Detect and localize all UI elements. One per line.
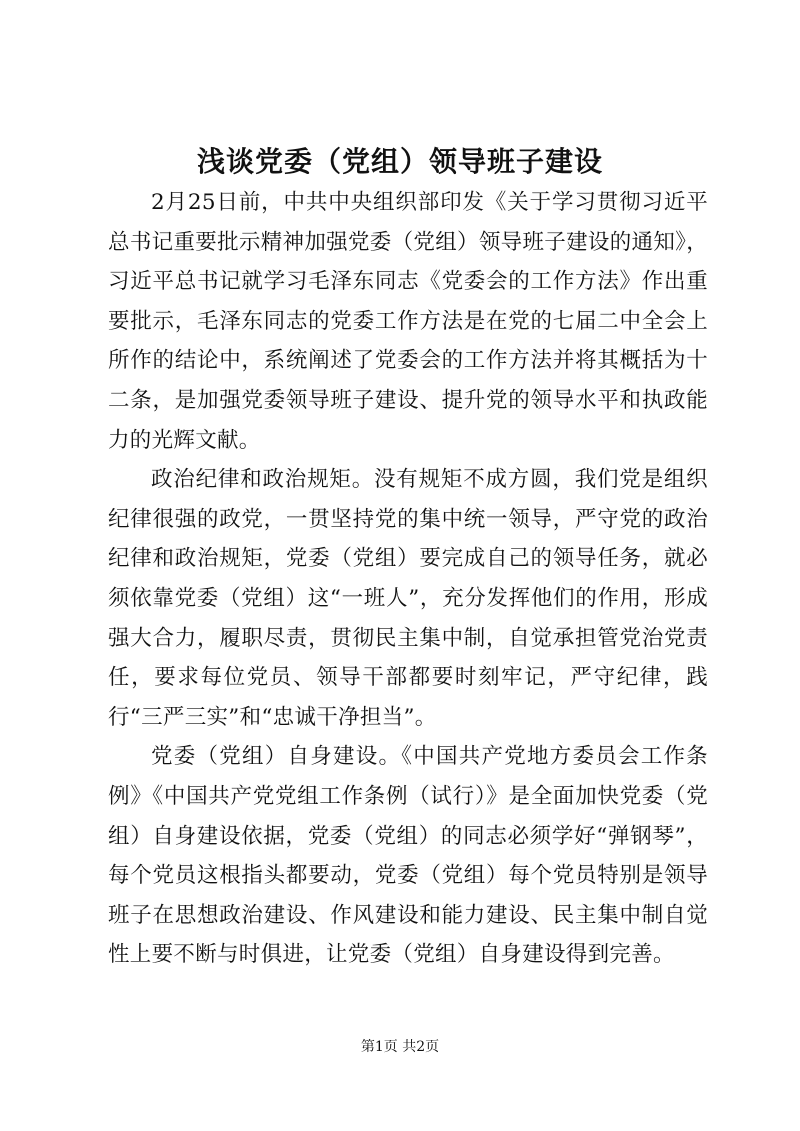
paragraph-3: 党委（党组）自身建设。《中国共产党地方委员会工作条例》《中国共产党党组工作条例（试行）》是全面加快党委（党组）自身建设依据，党委（党组）的同志必须学好“弹钢琴”，每个党员这根指头都要动，党委（党组）每个党员特别是领导班子在思想政治建设、作风建设和能力建设、民主集中制自觉性上要不断与时俱进，让党委（党组）自身建设得到完善。 [108, 744, 708, 968]
document-title: 浅谈党委（党组）领导班子建设 [196, 145, 603, 178]
paragraph-1: 2月25日前，中共中央组织部印发《关于学习贯彻习近平总书记重要批示精神加强党委（党组）领导班子建设的通知》，习近平总书记就学习毛泽东同志《党委会的工作方法》作出重要批示，毛泽东同志的党委工作方法是在党的七届二中全会上所作的结论中，系统阐述了党委会的工作方法并将其概括为十二条，是加强党委领导班子建设、提升党的领导水平和执政能力的光辉文献。 [108, 190, 708, 453]
page-footer: 第1页 共2页 [360, 1039, 440, 1055]
document-body [108, 183, 708, 975]
paragraph-2: 政治纪律和政治规矩。没有规矩不成方圆，我们党是组织纪律很强的政党，一贯坚持党的集中统一领导，严守党的政治纪律和政治规矩，党委（党组）要完成自己的领导任务，就必须依靠党委（党组）这“一班人”，充分发挥他们的作用，形成强大合力，履职尽责，贯彻民主集中制，自觉承担管党治党责任，要求每位党员、领导干部都要时刻牢记，严守纪律，践行“三严三实”和“忠诚干净担当”。 [108, 467, 708, 730]
